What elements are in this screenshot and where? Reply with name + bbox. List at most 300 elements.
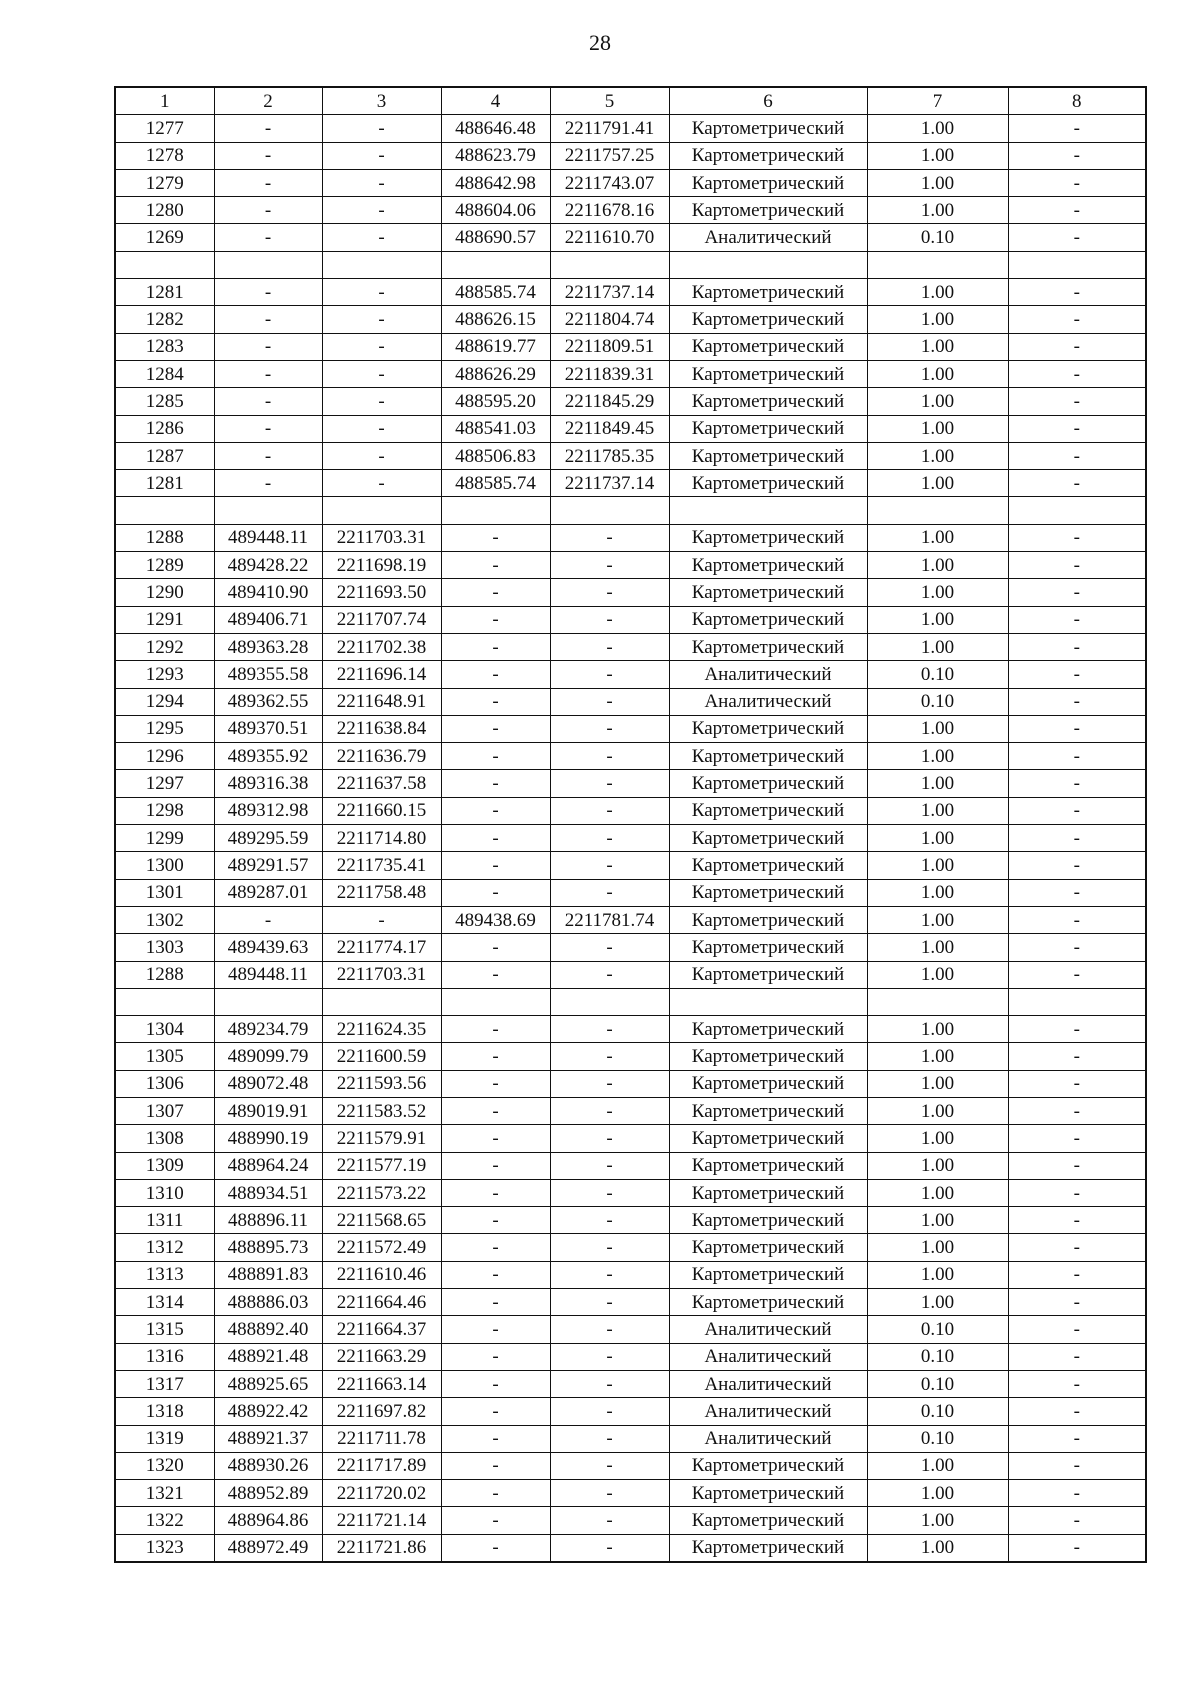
accuracy-cell: 1.00 bbox=[867, 606, 1008, 633]
description-cell: - bbox=[1008, 1452, 1146, 1479]
accuracy-cell: 0.10 bbox=[867, 224, 1008, 251]
x-coordinate-cell: 489439.63 bbox=[214, 934, 322, 961]
y-new-coordinate-cell: - bbox=[550, 606, 669, 633]
y-coordinate-cell: 2211664.37 bbox=[322, 1316, 441, 1343]
table-row bbox=[115, 633, 1146, 660]
table-row bbox=[115, 1043, 1146, 1070]
accuracy-cell: 1.00 bbox=[867, 1043, 1008, 1070]
x-coordinate-cell: 488921.37 bbox=[214, 1425, 322, 1452]
x-coordinate-cell bbox=[214, 251, 322, 278]
x-new-coordinate-cell bbox=[441, 988, 550, 1015]
method-cell: Картометрический bbox=[669, 524, 867, 551]
y-new-coordinate-cell: 2211791.41 bbox=[550, 115, 669, 142]
point-number-cell: 1278 bbox=[115, 142, 214, 169]
method-cell: Картометрический bbox=[669, 552, 867, 579]
accuracy-cell: 0.10 bbox=[867, 1316, 1008, 1343]
description-cell: - bbox=[1008, 388, 1146, 415]
accuracy-cell: 1.00 bbox=[867, 1261, 1008, 1288]
method-cell: Картометрический bbox=[669, 1043, 867, 1070]
method-cell: Аналитический bbox=[669, 1398, 867, 1425]
description-cell: - bbox=[1008, 1152, 1146, 1179]
description-cell: - bbox=[1008, 1370, 1146, 1397]
y-coordinate-cell: 2211711.78 bbox=[322, 1425, 441, 1452]
table-row bbox=[115, 661, 1146, 688]
table-row bbox=[115, 279, 1146, 306]
x-new-coordinate-cell: 488690.57 bbox=[441, 224, 550, 251]
method-cell: Аналитический bbox=[669, 1316, 867, 1343]
y-new-coordinate-cell: - bbox=[550, 1152, 669, 1179]
y-coordinate-cell: - bbox=[322, 442, 441, 469]
y-new-coordinate-cell: - bbox=[550, 1480, 669, 1507]
method-cell: Картометрический bbox=[669, 115, 867, 142]
table-row bbox=[115, 906, 1146, 933]
point-number-cell: 1305 bbox=[115, 1043, 214, 1070]
description-cell: - bbox=[1008, 1125, 1146, 1152]
table-row bbox=[115, 988, 1146, 1015]
table-row bbox=[115, 470, 1146, 497]
y-coordinate-cell: 2211664.46 bbox=[322, 1289, 441, 1316]
description-cell: - bbox=[1008, 579, 1146, 606]
method-cell: Картометрический bbox=[669, 906, 867, 933]
point-number-cell: 1321 bbox=[115, 1480, 214, 1507]
y-coordinate-cell: 2211660.15 bbox=[322, 797, 441, 824]
table-row bbox=[115, 1370, 1146, 1397]
description-cell: - bbox=[1008, 961, 1146, 988]
description-cell: - bbox=[1008, 1480, 1146, 1507]
method-cell: Аналитический bbox=[669, 661, 867, 688]
x-coordinate-cell: - bbox=[214, 333, 322, 360]
point-number-cell: 1319 bbox=[115, 1425, 214, 1452]
table-row bbox=[115, 770, 1146, 797]
accuracy-cell: 1.00 bbox=[867, 279, 1008, 306]
header-row bbox=[115, 87, 1146, 115]
x-coordinate-cell: 489355.92 bbox=[214, 743, 322, 770]
y-coordinate-cell: - bbox=[322, 169, 441, 196]
accuracy-cell: 1.00 bbox=[867, 1289, 1008, 1316]
point-number-cell bbox=[115, 988, 214, 1015]
accuracy-cell bbox=[867, 251, 1008, 278]
table-row bbox=[115, 715, 1146, 742]
method-cell: Картометрический bbox=[669, 1480, 867, 1507]
y-new-coordinate-cell: - bbox=[550, 1016, 669, 1043]
y-new-coordinate-cell: - bbox=[550, 743, 669, 770]
table-row bbox=[115, 579, 1146, 606]
point-number-cell: 1306 bbox=[115, 1070, 214, 1097]
y-new-coordinate-cell: - bbox=[550, 1289, 669, 1316]
y-coordinate-cell: 2211583.52 bbox=[322, 1097, 441, 1124]
y-new-coordinate-cell: - bbox=[550, 1425, 669, 1452]
x-coordinate-cell: 489410.90 bbox=[214, 579, 322, 606]
y-coordinate-cell: 2211703.31 bbox=[322, 961, 441, 988]
method-cell bbox=[669, 988, 867, 1015]
point-number-cell: 1323 bbox=[115, 1534, 214, 1562]
table-row bbox=[115, 852, 1146, 879]
y-coordinate-cell: 2211703.31 bbox=[322, 524, 441, 551]
accuracy-cell: 1.00 bbox=[867, 552, 1008, 579]
y-new-coordinate-cell: 2211849.45 bbox=[550, 415, 669, 442]
accuracy-cell: 1.00 bbox=[867, 1452, 1008, 1479]
y-new-coordinate-cell: 2211809.51 bbox=[550, 333, 669, 360]
method-cell bbox=[669, 497, 867, 524]
x-new-coordinate-cell: - bbox=[441, 1043, 550, 1070]
y-coordinate-cell: 2211707.74 bbox=[322, 606, 441, 633]
table-row bbox=[115, 415, 1146, 442]
x-coordinate-cell: - bbox=[214, 197, 322, 224]
column-header: 3 bbox=[322, 87, 441, 115]
y-coordinate-cell: 2211610.46 bbox=[322, 1261, 441, 1288]
point-number-cell: 1277 bbox=[115, 115, 214, 142]
point-number-cell: 1297 bbox=[115, 770, 214, 797]
x-coordinate-cell: 489099.79 bbox=[214, 1043, 322, 1070]
x-coordinate-cell: - bbox=[214, 115, 322, 142]
point-number-cell: 1312 bbox=[115, 1234, 214, 1261]
point-number-cell: 1291 bbox=[115, 606, 214, 633]
point-number-cell: 1307 bbox=[115, 1097, 214, 1124]
accuracy-cell: 1.00 bbox=[867, 1234, 1008, 1261]
accuracy-cell: 1.00 bbox=[867, 934, 1008, 961]
column-header: 7 bbox=[867, 87, 1008, 115]
description-cell: - bbox=[1008, 1097, 1146, 1124]
description-cell: - bbox=[1008, 1343, 1146, 1370]
table-row bbox=[115, 1507, 1146, 1534]
description-cell: - bbox=[1008, 825, 1146, 852]
method-cell: Картометрический bbox=[669, 825, 867, 852]
x-new-coordinate-cell: - bbox=[441, 1507, 550, 1534]
table-row bbox=[115, 142, 1146, 169]
y-new-coordinate-cell: - bbox=[550, 934, 669, 961]
x-new-coordinate-cell: 488541.03 bbox=[441, 415, 550, 442]
x-coordinate-cell: 489316.38 bbox=[214, 770, 322, 797]
x-coordinate-cell: 489072.48 bbox=[214, 1070, 322, 1097]
x-coordinate-cell: 489019.91 bbox=[214, 1097, 322, 1124]
x-new-coordinate-cell: - bbox=[441, 661, 550, 688]
x-coordinate-cell: - bbox=[214, 470, 322, 497]
table-row bbox=[115, 333, 1146, 360]
point-number-cell: 1288 bbox=[115, 961, 214, 988]
method-cell: Картометрический bbox=[669, 1125, 867, 1152]
description-cell: - bbox=[1008, 360, 1146, 387]
point-number-cell: 1288 bbox=[115, 524, 214, 551]
method-cell: Картометрический bbox=[669, 169, 867, 196]
table-row bbox=[115, 688, 1146, 715]
description-cell: - bbox=[1008, 169, 1146, 196]
point-number-cell: 1284 bbox=[115, 360, 214, 387]
x-new-coordinate-cell: 488585.74 bbox=[441, 279, 550, 306]
description-cell: - bbox=[1008, 633, 1146, 660]
description-cell bbox=[1008, 497, 1146, 524]
y-coordinate-cell: 2211698.19 bbox=[322, 552, 441, 579]
y-new-coordinate-cell: 2211757.25 bbox=[550, 142, 669, 169]
y-coordinate-cell: 2211568.65 bbox=[322, 1207, 441, 1234]
point-number-cell: 1292 bbox=[115, 633, 214, 660]
y-coordinate-cell: 2211577.19 bbox=[322, 1152, 441, 1179]
y-coordinate-cell: - bbox=[322, 115, 441, 142]
method-cell: Картометрический bbox=[669, 306, 867, 333]
x-new-coordinate-cell: 488604.06 bbox=[441, 197, 550, 224]
x-new-coordinate-cell: - bbox=[441, 1398, 550, 1425]
y-coordinate-cell: 2211648.91 bbox=[322, 688, 441, 715]
point-number-cell: 1300 bbox=[115, 852, 214, 879]
method-cell: Картометрический bbox=[669, 333, 867, 360]
y-new-coordinate-cell: 2211610.70 bbox=[550, 224, 669, 251]
accuracy-cell: 1.00 bbox=[867, 961, 1008, 988]
table-row bbox=[115, 1261, 1146, 1288]
table-row bbox=[115, 442, 1146, 469]
method-cell: Картометрический bbox=[669, 1234, 867, 1261]
x-coordinate-cell: 489428.22 bbox=[214, 552, 322, 579]
x-coordinate-cell: 488891.83 bbox=[214, 1261, 322, 1288]
method-cell bbox=[669, 251, 867, 278]
accuracy-cell: 1.00 bbox=[867, 633, 1008, 660]
y-coordinate-cell: 2211714.80 bbox=[322, 825, 441, 852]
x-coordinate-cell: 488921.48 bbox=[214, 1343, 322, 1370]
y-coordinate-cell: 2211735.41 bbox=[322, 852, 441, 879]
accuracy-cell: 1.00 bbox=[867, 852, 1008, 879]
method-cell: Картометрический bbox=[669, 415, 867, 442]
accuracy-cell: 1.00 bbox=[867, 825, 1008, 852]
point-number-cell: 1296 bbox=[115, 743, 214, 770]
column-header: 2 bbox=[214, 87, 322, 115]
x-coordinate-cell: 489406.71 bbox=[214, 606, 322, 633]
method-cell: Картометрический bbox=[669, 934, 867, 961]
accuracy-cell: 1.00 bbox=[867, 333, 1008, 360]
x-coordinate-cell: 489355.58 bbox=[214, 661, 322, 688]
accuracy-cell: 1.00 bbox=[867, 470, 1008, 497]
accuracy-cell: 1.00 bbox=[867, 1207, 1008, 1234]
x-new-coordinate-cell: 488623.79 bbox=[441, 142, 550, 169]
accuracy-cell: 1.00 bbox=[867, 770, 1008, 797]
accuracy-cell: 1.00 bbox=[867, 1016, 1008, 1043]
description-cell: - bbox=[1008, 1070, 1146, 1097]
x-coordinate-cell: 489448.11 bbox=[214, 961, 322, 988]
point-number-cell: 1283 bbox=[115, 333, 214, 360]
x-coordinate-cell: 489287.01 bbox=[214, 879, 322, 906]
table-body bbox=[115, 115, 1146, 1562]
point-number-cell: 1293 bbox=[115, 661, 214, 688]
y-coordinate-cell: - bbox=[322, 906, 441, 933]
y-coordinate-cell: 2211600.59 bbox=[322, 1043, 441, 1070]
table-header bbox=[115, 87, 1146, 115]
method-cell: Картометрический bbox=[669, 1534, 867, 1562]
accuracy-cell bbox=[867, 497, 1008, 524]
x-coordinate-cell: 489362.55 bbox=[214, 688, 322, 715]
accuracy-cell: 1.00 bbox=[867, 715, 1008, 742]
x-coordinate-cell: 489363.28 bbox=[214, 633, 322, 660]
y-new-coordinate-cell bbox=[550, 988, 669, 1015]
method-cell: Аналитический bbox=[669, 1370, 867, 1397]
table-row bbox=[115, 879, 1146, 906]
x-new-coordinate-cell: - bbox=[441, 1343, 550, 1370]
description-cell: - bbox=[1008, 1534, 1146, 1562]
description-cell: - bbox=[1008, 1207, 1146, 1234]
y-coordinate-cell: - bbox=[322, 333, 441, 360]
description-cell: - bbox=[1008, 715, 1146, 742]
x-coordinate-cell: 489234.79 bbox=[214, 1016, 322, 1043]
page-number: 28 bbox=[589, 30, 611, 55]
accuracy-cell: 1.00 bbox=[867, 388, 1008, 415]
method-cell: Картометрический bbox=[669, 1207, 867, 1234]
x-new-coordinate-cell: - bbox=[441, 552, 550, 579]
description-cell: - bbox=[1008, 552, 1146, 579]
x-new-coordinate-cell: - bbox=[441, 1480, 550, 1507]
point-number-cell: 1290 bbox=[115, 579, 214, 606]
accuracy-cell: 1.00 bbox=[867, 579, 1008, 606]
x-coordinate-cell: 488952.89 bbox=[214, 1480, 322, 1507]
description-cell: - bbox=[1008, 306, 1146, 333]
point-number-cell: 1304 bbox=[115, 1016, 214, 1043]
description-cell: - bbox=[1008, 661, 1146, 688]
y-coordinate-cell: 2211663.29 bbox=[322, 1343, 441, 1370]
y-new-coordinate-cell: - bbox=[550, 1261, 669, 1288]
x-new-coordinate-cell: - bbox=[441, 934, 550, 961]
x-new-coordinate-cell: - bbox=[441, 1452, 550, 1479]
method-cell: Аналитический bbox=[669, 688, 867, 715]
method-cell: Картометрический bbox=[669, 142, 867, 169]
method-cell: Картометрический bbox=[669, 1097, 867, 1124]
method-cell: Картометрический bbox=[669, 279, 867, 306]
point-number-cell: 1280 bbox=[115, 197, 214, 224]
table-row bbox=[115, 825, 1146, 852]
y-new-coordinate-cell: - bbox=[550, 1534, 669, 1562]
x-coordinate-cell bbox=[214, 988, 322, 1015]
method-cell: Картометрический bbox=[669, 1179, 867, 1206]
x-new-coordinate-cell bbox=[441, 251, 550, 278]
x-coordinate-cell: - bbox=[214, 142, 322, 169]
accuracy-cell: 1.00 bbox=[867, 197, 1008, 224]
point-number-cell: 1309 bbox=[115, 1152, 214, 1179]
method-cell: Картометрический bbox=[669, 852, 867, 879]
x-coordinate-cell: 488990.19 bbox=[214, 1125, 322, 1152]
accuracy-cell: 1.00 bbox=[867, 360, 1008, 387]
y-new-coordinate-cell: - bbox=[550, 579, 669, 606]
accuracy-cell: 0.10 bbox=[867, 1343, 1008, 1370]
y-new-coordinate-cell: - bbox=[550, 797, 669, 824]
x-new-coordinate-cell bbox=[441, 497, 550, 524]
x-coordinate-cell: 488964.24 bbox=[214, 1152, 322, 1179]
y-coordinate-cell: 2211637.58 bbox=[322, 770, 441, 797]
accuracy-cell: 1.00 bbox=[867, 1507, 1008, 1534]
method-cell: Картометрический bbox=[669, 360, 867, 387]
method-cell: Аналитический bbox=[669, 1425, 867, 1452]
table-row bbox=[115, 1398, 1146, 1425]
y-coordinate-cell: 2211593.56 bbox=[322, 1070, 441, 1097]
x-coordinate-cell: 488934.51 bbox=[214, 1179, 322, 1206]
accuracy-cell: 1.00 bbox=[867, 1125, 1008, 1152]
x-new-coordinate-cell: - bbox=[441, 1261, 550, 1288]
table-row bbox=[115, 1016, 1146, 1043]
x-coordinate-cell: 488972.49 bbox=[214, 1534, 322, 1562]
x-new-coordinate-cell: 488642.98 bbox=[441, 169, 550, 196]
x-new-coordinate-cell: - bbox=[441, 797, 550, 824]
description-cell: - bbox=[1008, 524, 1146, 551]
description-cell: - bbox=[1008, 470, 1146, 497]
point-number-cell: 1320 bbox=[115, 1452, 214, 1479]
x-coordinate-cell: 488925.65 bbox=[214, 1370, 322, 1397]
method-cell: Аналитический bbox=[669, 224, 867, 251]
y-coordinate-cell bbox=[322, 497, 441, 524]
y-new-coordinate-cell: 2211743.07 bbox=[550, 169, 669, 196]
description-cell: - bbox=[1008, 743, 1146, 770]
x-coordinate-cell: - bbox=[214, 279, 322, 306]
description-cell: - bbox=[1008, 142, 1146, 169]
x-coordinate-cell bbox=[214, 497, 322, 524]
table-row bbox=[115, 797, 1146, 824]
x-new-coordinate-cell: - bbox=[441, 1152, 550, 1179]
y-new-coordinate-cell: - bbox=[550, 715, 669, 742]
y-new-coordinate-cell: - bbox=[550, 1507, 669, 1534]
y-coordinate-cell bbox=[322, 988, 441, 1015]
accuracy-cell: 1.00 bbox=[867, 1152, 1008, 1179]
description-cell: - bbox=[1008, 1398, 1146, 1425]
point-number-cell: 1289 bbox=[115, 552, 214, 579]
y-new-coordinate-cell: - bbox=[550, 1097, 669, 1124]
description-cell: - bbox=[1008, 906, 1146, 933]
accuracy-cell: 0.10 bbox=[867, 661, 1008, 688]
point-number-cell: 1317 bbox=[115, 1370, 214, 1397]
y-coordinate-cell: 2211721.86 bbox=[322, 1534, 441, 1562]
coordinates-table bbox=[114, 86, 1147, 1563]
description-cell: - bbox=[1008, 333, 1146, 360]
accuracy-cell: 0.10 bbox=[867, 1398, 1008, 1425]
y-new-coordinate-cell: - bbox=[550, 524, 669, 551]
x-coordinate-cell: 488895.73 bbox=[214, 1234, 322, 1261]
description-cell: - bbox=[1008, 1016, 1146, 1043]
x-new-coordinate-cell: 488619.77 bbox=[441, 333, 550, 360]
y-new-coordinate-cell: - bbox=[550, 1179, 669, 1206]
accuracy-cell: 1.00 bbox=[867, 1070, 1008, 1097]
method-cell: Картометрический bbox=[669, 797, 867, 824]
y-coordinate-cell: 2211774.17 bbox=[322, 934, 441, 961]
table-row bbox=[115, 1534, 1146, 1562]
x-coordinate-cell: 489291.57 bbox=[214, 852, 322, 879]
y-new-coordinate-cell: - bbox=[550, 1207, 669, 1234]
table-row bbox=[115, 606, 1146, 633]
y-new-coordinate-cell: - bbox=[550, 688, 669, 715]
point-number-cell bbox=[115, 251, 214, 278]
accuracy-cell: 0.10 bbox=[867, 1425, 1008, 1452]
description-cell: - bbox=[1008, 197, 1146, 224]
method-cell: Картометрический bbox=[669, 743, 867, 770]
method-cell: Картометрический bbox=[669, 1261, 867, 1288]
y-coordinate-cell bbox=[322, 251, 441, 278]
x-new-coordinate-cell: - bbox=[441, 579, 550, 606]
table-row bbox=[115, 1289, 1146, 1316]
y-new-coordinate-cell bbox=[550, 497, 669, 524]
x-new-coordinate-cell: - bbox=[441, 961, 550, 988]
x-new-coordinate-cell: - bbox=[441, 1425, 550, 1452]
x-new-coordinate-cell: 488595.20 bbox=[441, 388, 550, 415]
y-new-coordinate-cell: 2211804.74 bbox=[550, 306, 669, 333]
column-header: 6 bbox=[669, 87, 867, 115]
y-new-coordinate-cell: - bbox=[550, 633, 669, 660]
point-number-cell: 1322 bbox=[115, 1507, 214, 1534]
x-coordinate-cell: 489370.51 bbox=[214, 715, 322, 742]
accuracy-cell: 1.00 bbox=[867, 1534, 1008, 1562]
y-new-coordinate-cell bbox=[550, 251, 669, 278]
x-new-coordinate-cell: - bbox=[441, 1370, 550, 1397]
point-number-cell: 1285 bbox=[115, 388, 214, 415]
y-new-coordinate-cell: - bbox=[550, 1070, 669, 1097]
table-row bbox=[115, 1343, 1146, 1370]
accuracy-cell: 1.00 bbox=[867, 797, 1008, 824]
accuracy-cell: 1.00 bbox=[867, 142, 1008, 169]
point-number-cell: 1303 bbox=[115, 934, 214, 961]
table-row bbox=[115, 251, 1146, 278]
point-number-cell: 1313 bbox=[115, 1261, 214, 1288]
description-cell: - bbox=[1008, 1234, 1146, 1261]
y-coordinate-cell: 2211696.14 bbox=[322, 661, 441, 688]
y-coordinate-cell: 2211572.49 bbox=[322, 1234, 441, 1261]
